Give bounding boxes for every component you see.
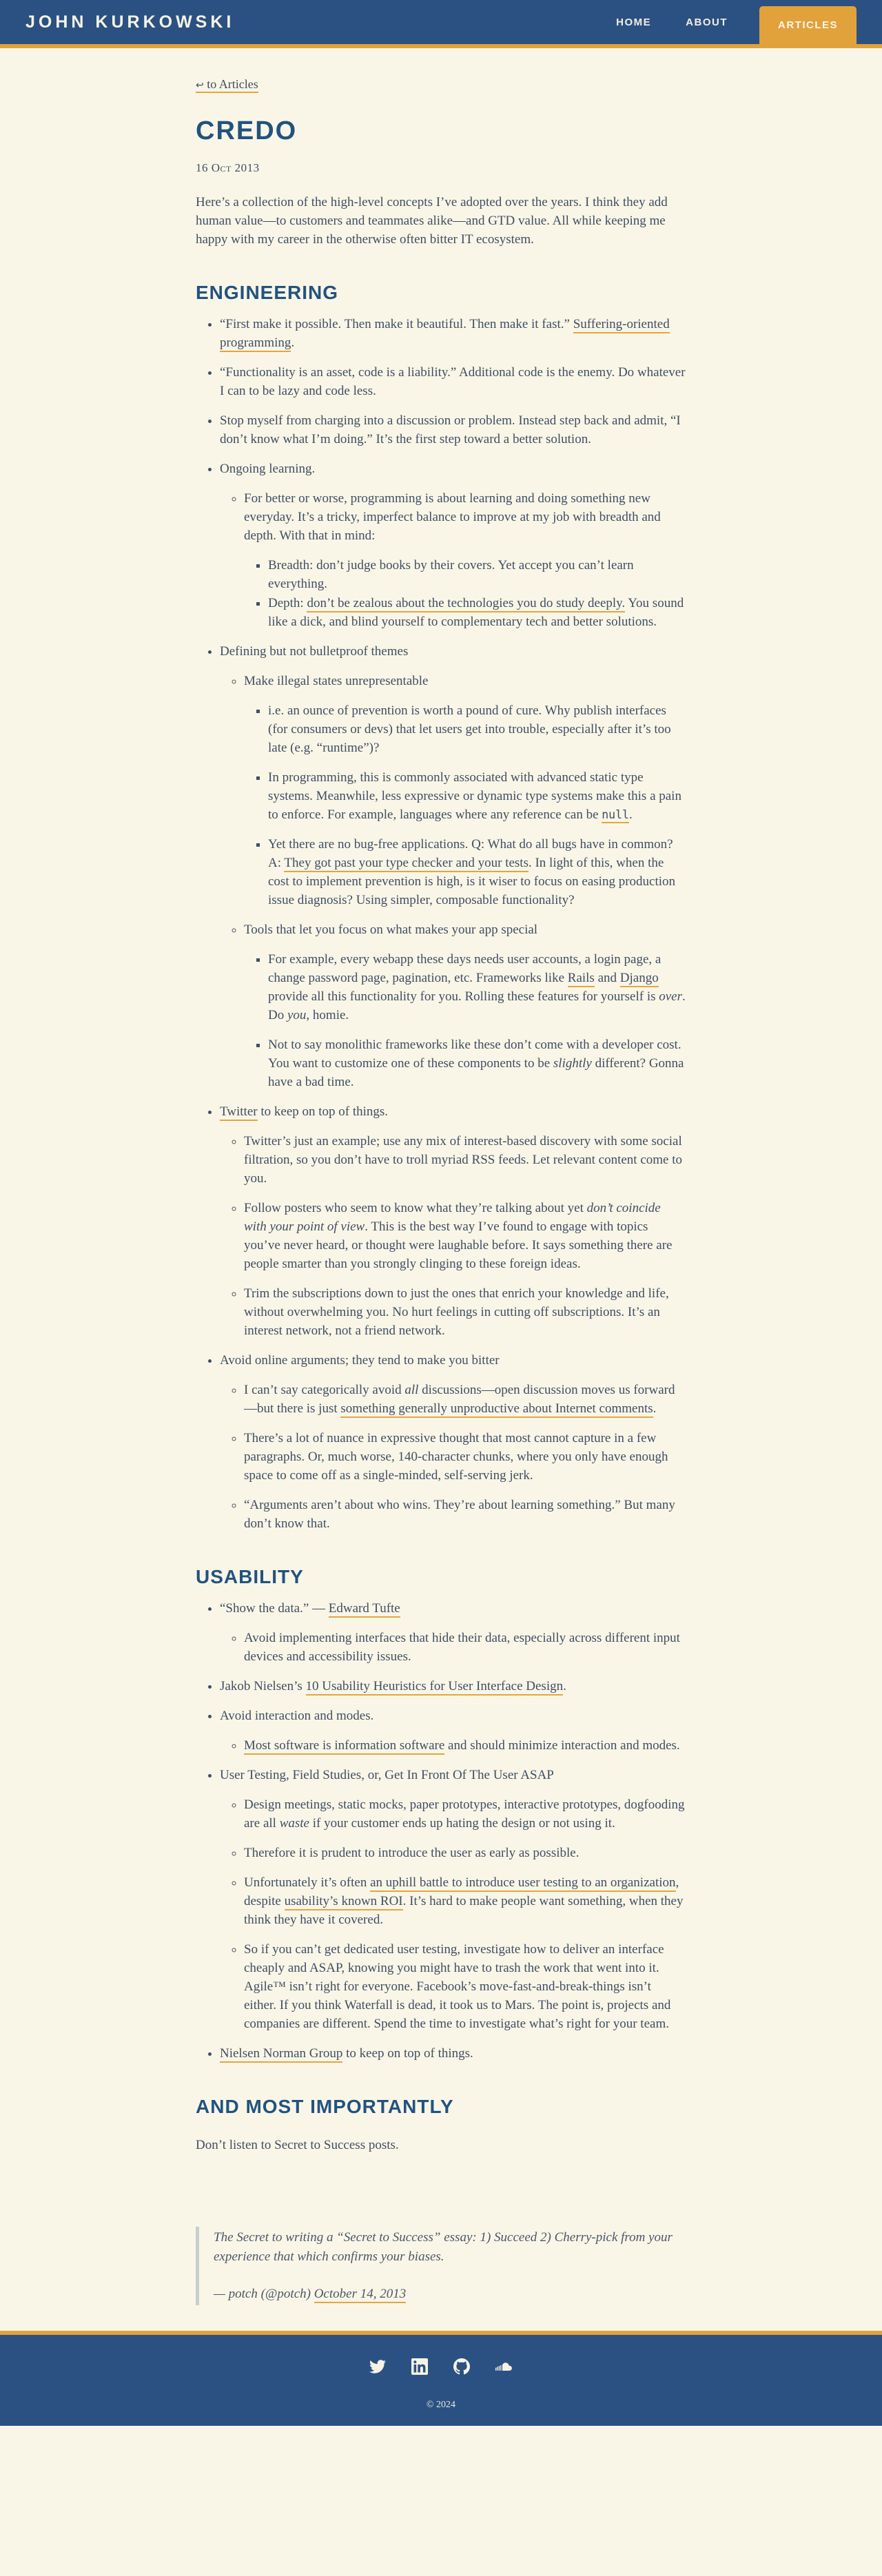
inline-code-link[interactable]: null: [602, 808, 629, 823]
list-item: • “Functionality is an asset, code is a liability.” Additional code is the enemy. Do whatever I can to be lazy and code less.: [220, 363, 686, 400]
list-item: ◦ Follow posters who seem to know what they’re talking about yet don’t coincide with your point of view. This is the best way I’ve found to engage with topics you’ve never heard, or thought were laughable before. It says something there are people smarter than you strongly clinging to these foreign ideas.: [244, 1199, 686, 1273]
inline-link[interactable]: something generally unproductive about Internet comments: [340, 1401, 653, 1418]
tweet-blockquote: [196, 2227, 686, 2305]
list-item: ◦ There’s a lot of nuance in expressive thought that most cannot capture in a few paragraphs. Or, much worse, 140-character chunks, where you only have enough space to come off as a single-minded, self-serving jerk.: [244, 1429, 686, 1485]
linkedin-link[interactable]: [411, 2358, 428, 2375]
article-body: [196, 282, 686, 2305]
inline-link[interactable]: Most software is information software: [244, 1738, 444, 1755]
inline-link[interactable]: Twitter: [220, 1104, 258, 1121]
section-heading-most-importantly: AND MOST IMPORTANTLY: [196, 2096, 454, 2117]
github-link[interactable]: [453, 2358, 470, 2375]
intro-paragraph: Here’s a collection of the high-level concepts I’ve adopted over the years. I think they add human value—to customers and teammates alike—and GTD value. All while keeping me happy with my career in the otherwise often bitter IT ecosystem.: [196, 195, 668, 247]
back-to-articles-link[interactable]: [196, 77, 258, 93]
nav-about[interactable]: ABOUT: [686, 16, 728, 28]
github-icon: [453, 2358, 470, 2375]
list-item: ▪ For example, every webapp these days needs user accounts, a login page, a change password page, pagination, etc. Frameworks like Rails and Django provide all this functionality for you. Rolling these features for yourself is over. Do you, homie.: [268, 950, 686, 1024]
page-title: CREDO: [196, 116, 298, 145]
site-header: [0, 0, 882, 44]
site-footer: [0, 2331, 882, 2426]
bullet-list: [244, 556, 686, 631]
list-item: • Stop myself from charging into a discussion or problem. Instead step back and admit, “I don’t know what I’m doing.” It’s the first step toward a better solution.: [220, 411, 686, 449]
copyright: © 2024: [426, 2400, 456, 2410]
nav-articles[interactable]: ARTICLES: [759, 6, 857, 44]
closing-paragraph: Don’t listen to Secret to Success posts.: [196, 2138, 399, 2152]
list-item: ◦ Most software is information software and should minimize interaction and modes.: [244, 1736, 686, 1755]
emphasis-text: don’t coincide with your point of view: [244, 1201, 661, 1234]
site-title[interactable]: JOHN KURKOWSKI: [25, 12, 235, 32]
emphasis-text: you: [287, 1008, 307, 1022]
emphasis-text: slightly: [553, 1056, 592, 1071]
list-item: • User Testing, Field Studies, or, Get In Front Of The User ASAP ◦ Design meetings, static mocks, paper prototypes, interactive prototypes, dogfooding are all waste if your customer ends up hating the design or not using it. ◦ Therefore it is prudent to introduce the user as early as possible. ◦ Unfortunately it’s often an uphill battle to introduce user testing to an organization, despite usability’s known ROI. It’s hard to make people want something, when they think they have it covered. ◦ So if you can’t get dedicated user testing, investigate how to deliver an interface cheaply and ASAP, knowing you might have to trash the work that went into it. Agile™ isn’t right for everyone. Facebook’s move-fast-and-break-things isn’t either. If you think Waterfall is dead, it took us to Mars. The point is, projects and companies are different. Spend the time to investigate what’s right for your team.: [220, 1766, 686, 2033]
bullet-list: [220, 489, 686, 631]
bullet-list: [244, 950, 686, 1091]
bullet-list: [220, 1381, 686, 1533]
list-item: ◦ Therefore it is prudent to introduce the user as early as possible.: [244, 1844, 686, 1862]
section-heading-engineering: ENGINEERING: [196, 282, 339, 303]
soundcloud-link[interactable]: [495, 2358, 513, 2375]
publish-date: 16 Oct 2013: [196, 161, 260, 174]
emphasis-text: over: [659, 989, 683, 1004]
list-item: ◦ Design meetings, static mocks, paper prototypes, interactive prototypes, dogfooding are all waste if your customer ends up hating the design or not using it.: [244, 1795, 686, 1833]
article: [196, 48, 686, 2331]
list-item: ▪ Yet there are no bug-free applications. Q: What do all bugs have in common? A: They got past your type checker and your tests. In light of this, when the cost to implement prevention is high, is it wiser to focus on easing production issue diagnosis? Using simpler, composable functionality?: [268, 835, 686, 909]
quote-attribution: — potch (@potch) October 14, 2013: [214, 2285, 686, 2304]
tweet-date-link[interactable]: October 14, 2013: [314, 2287, 407, 2303]
bullet-list: [220, 1736, 686, 1755]
emphasis-text: all: [404, 1383, 419, 1397]
inline-link[interactable]: Suffering-oriented programming: [220, 317, 670, 352]
list-item: • Avoid online arguments; they tend to make you bitter ◦ I can’t say categorically avoid all discussions—open discussion moves us forward—but there is just something generally unproductive about Internet comments. ◦ There’s a lot of nuance in expressive thought that most cannot capture in a few paragraphs. Or, much worse, 140-character chunks, where you only have enough space to come off as a single-minded, self-serving jerk. ◦ “Arguments aren’t about who wins. They’re about learning something.” But many don’t know that.: [220, 1351, 686, 1533]
linkedin-icon: [411, 2358, 428, 2375]
main-nav: [582, 0, 857, 44]
list-item: • “Show the data.” — Edward Tufte ◦ Avoid implementing interfaces that hide their data, especially across different input devices and accessibility issues.: [220, 1599, 686, 1666]
inline-link[interactable]: an uphill battle to introduce user testing to an organization: [370, 1875, 675, 1892]
inline-link[interactable]: usability’s known ROI: [285, 1894, 403, 1910]
return-arrow-icon: ↩: [196, 81, 204, 91]
section-heading-usability: USABILITY: [196, 1566, 304, 1587]
bullet-list: [244, 701, 686, 909]
bullet-list: [220, 672, 686, 1091]
inline-link[interactable]: Rails: [568, 971, 595, 987]
bullet-list: [196, 1599, 686, 2063]
list-item: ◦ Trim the subscriptions down to just the ones that enrich your knowledge and life, without overwhelming you. No hurt feelings in cutting off subscriptions. It’s an interest network, not a friend network.: [244, 1284, 686, 1340]
list-item: ◦ “Arguments aren’t about who wins. They’re about learning something.” But many don’t know that.: [244, 1496, 686, 1533]
list-item: ▪ Breadth: don’t judge books by their covers. Yet accept you can’t learn everything.: [268, 556, 686, 593]
inline-link[interactable]: Edward Tufte: [329, 1601, 400, 1618]
bullet-list: [196, 315, 686, 1533]
list-item: ◦ Make illegal states unrepresentable ▪ i.e. an ounce of prevention is worth a pound of cure. Why publish interfaces (for consumers or devs) that let users get into trouble, especially after it’s too late (e.g. “runtime”)? ▪ In programming, this is commonly associated with advanced static type systems. Meanwhile, less expressive or dynamic type systems make this a pain to enforce. For example, languages where any reference can be null. ▪ Yet there are no bug-free applications. Q: What do all bugs have in common? A: They got past your type checker and your tests. In light of this, when the cost to implement prevention is high, is it wiser to focus on easing production issue diagnosis? Using simpler, composable functionality?: [244, 672, 686, 909]
nav-home[interactable]: HOME: [616, 16, 652, 28]
twitter-link[interactable]: [369, 2358, 386, 2375]
bullet-list: [220, 1795, 686, 2033]
list-item: • Twitter to keep on top of things. ◦ Twitter’s just an example; use any mix of interest-based discovery with some social filtration, so you don’t have to troll myriad RSS feeds. Let relevant content come to you. ◦ Follow posters who seem to know what they’re talking about yet don’t coincide with your point of view. This is the best way I’ve found to engage with topics you’ve never heard, or thought were laughable before. It says something there are people smarter than you strongly clinging to these foreign ideas. ◦ Trim the subscriptions down to just the ones that enrich your knowledge and life, without overwhelming you. No hurt feelings in cutting off subscriptions. It’s an interest network, not a friend network.: [220, 1102, 686, 1340]
inline-link[interactable]: don’t be zealous about the technologies you do study deeply.: [307, 596, 625, 612]
quote-text: The Secret to writing a “Secret to Success” essay: 1) Succeed 2) Cherry-pick from your experience that which confirms your biases.: [214, 2230, 673, 2264]
list-item: ◦ Avoid implementing interfaces that hide their data, especially across different input devices and accessibility issues.: [244, 1629, 686, 1666]
back-link-label: to Articles: [207, 77, 258, 91]
list-item: ◦ So if you can’t get dedicated user testing, investigate how to deliver an interface cheaply and ASAP, knowing you might have to trash the work that went into it. Agile™ isn’t right for everyone. Facebook’s move-fast-and-break-things isn’t either. If you think Waterfall is dead, it took us to Mars. The point is, projects and companies are different. Spend the time to investigate what’s right for your team.: [244, 1940, 686, 2033]
list-item: ▪ In programming, this is commonly associated with advanced static type systems. Meanwhile, less expressive or dynamic type systems make this a pain to enforce. For example, languages where any reference can be null.: [268, 768, 686, 824]
list-item: • Defining but not bulletproof themes ◦ Make illegal states unrepresentable ▪ i.e. an ounce of prevention is worth a pound of cure. Why publish interfaces (for consumers or devs) that let users get into trouble, especially after it’s too late (e.g. “runtime”)? ▪ In programming, this is commonly associated with advanced static type systems. Meanwhile, less expressive or dynamic type systems make this a pain to enforce. For example, languages where any reference can be null. ▪ Yet there are no bug-free applications. Q: What do all bugs have in common? A: They got past your type checker and your tests. In light of this, when the cost to implement prevention is high, is it wiser to focus on easing production issue diagnosis? Using simpler, composable functionality? ◦ Tools that let you focus on what makes your app special ▪ For example, every webapp these days needs user accounts, a login page, a change password page, pagination, etc. Frameworks like Rails and Django provide all this functionality for you. Rolling these features for yourself is over. Do you, homie. ▪ Not to say monolithic frameworks like these don’t come with a developer cost. You want to customize one of these components to be slightly different? Gonna have a bad time.: [220, 642, 686, 1091]
soundcloud-icon: [495, 2358, 513, 2375]
emphasis-text: waste: [279, 1816, 309, 1831]
bullet-list: [220, 1629, 686, 1666]
list-item: • Nielsen Norman Group to keep on top of things.: [220, 2044, 686, 2063]
list-item: • Ongoing learning. ◦ For better or worse, programming is about learning and doing something new everyday. It’s a tricky, imperfect balance to improve at my job with breadth and depth. With that in mind: ▪ Breadth: don’t judge books by their covers. Yet accept you can’t learn everything. ▪ Depth: don’t be zealous about the technologies you do study deeply. You sound like a dick, and blind yourself to complementary tech and better solutions.: [220, 460, 686, 631]
list-item: • Jakob Nielsen’s 10 Usability Heuristics for User Interface Design.: [220, 1677, 686, 1696]
list-item: • “First make it possible. Then make it beautiful. Then make it fast.” Suffering-oriented programming.: [220, 315, 686, 352]
list-item: ▪ Not to say monolithic frameworks like these don’t come with a developer cost. You want to customize one of these components to be slightly different? Gonna have a bad time.: [268, 1035, 686, 1091]
list-item: ◦ I can’t say categorically avoid all discussions—open discussion moves us forward—but there is just something generally unproductive about Internet comments.: [244, 1381, 686, 1418]
social-links: [0, 2358, 882, 2375]
inline-link[interactable]: Django: [620, 971, 659, 987]
inline-link[interactable]: They got past your type checker and your tests: [284, 856, 529, 872]
list-item: ◦ For better or worse, programming is about learning and doing something new everyday. It’s a tricky, imperfect balance to improve at my job with breadth and depth. With that in mind: ▪ Breadth: don’t judge books by their covers. Yet accept you can’t learn everything. ▪ Depth: don’t be zealous about the technologies you do study deeply. You sound like a dick, and blind yourself to complementary tech and better solutions.: [244, 489, 686, 631]
inline-link[interactable]: 10 Usability Heuristics for User Interface Design: [306, 1679, 564, 1696]
list-item: ◦ Twitter’s just an example; use any mix of interest-based discovery with some social filtration, so you don’t have to troll myriad RSS feeds. Let relevant content come to you.: [244, 1132, 686, 1188]
list-item: ▪ Depth: don’t be zealous about the technologies you do study deeply. You sound like a dick, and blind yourself to complementary tech and better solutions.: [268, 594, 686, 631]
inline-link[interactable]: Nielsen Norman Group: [220, 2046, 342, 2063]
bullet-list: [220, 1132, 686, 1340]
twitter-icon: [369, 2358, 386, 2375]
list-item: ▪ i.e. an ounce of prevention is worth a pound of cure. Why publish interfaces (for consumers or devs) that let users get into trouble, especially after it’s too late (e.g. “runtime”)?: [268, 701, 686, 757]
list-item: ◦ Tools that let you focus on what makes your app special ▪ For example, every webapp these days needs user accounts, a login page, a change password page, pagination, etc. Frameworks like Rails and Django provide all this functionality for you. Rolling these features for yourself is over. Do you, homie. ▪ Not to say monolithic frameworks like these don’t come with a developer cost. You want to customize one of these components to be slightly different? Gonna have a bad time.: [244, 920, 686, 1091]
list-item: • Avoid interaction and modes. ◦ Most software is information software and should minimize interaction and modes.: [220, 1707, 686, 1755]
list-item: ◦ Unfortunately it’s often an uphill battle to introduce user testing to an organization, despite usability’s known ROI. It’s hard to make people want something, when they think they have it covered.: [244, 1873, 686, 1929]
